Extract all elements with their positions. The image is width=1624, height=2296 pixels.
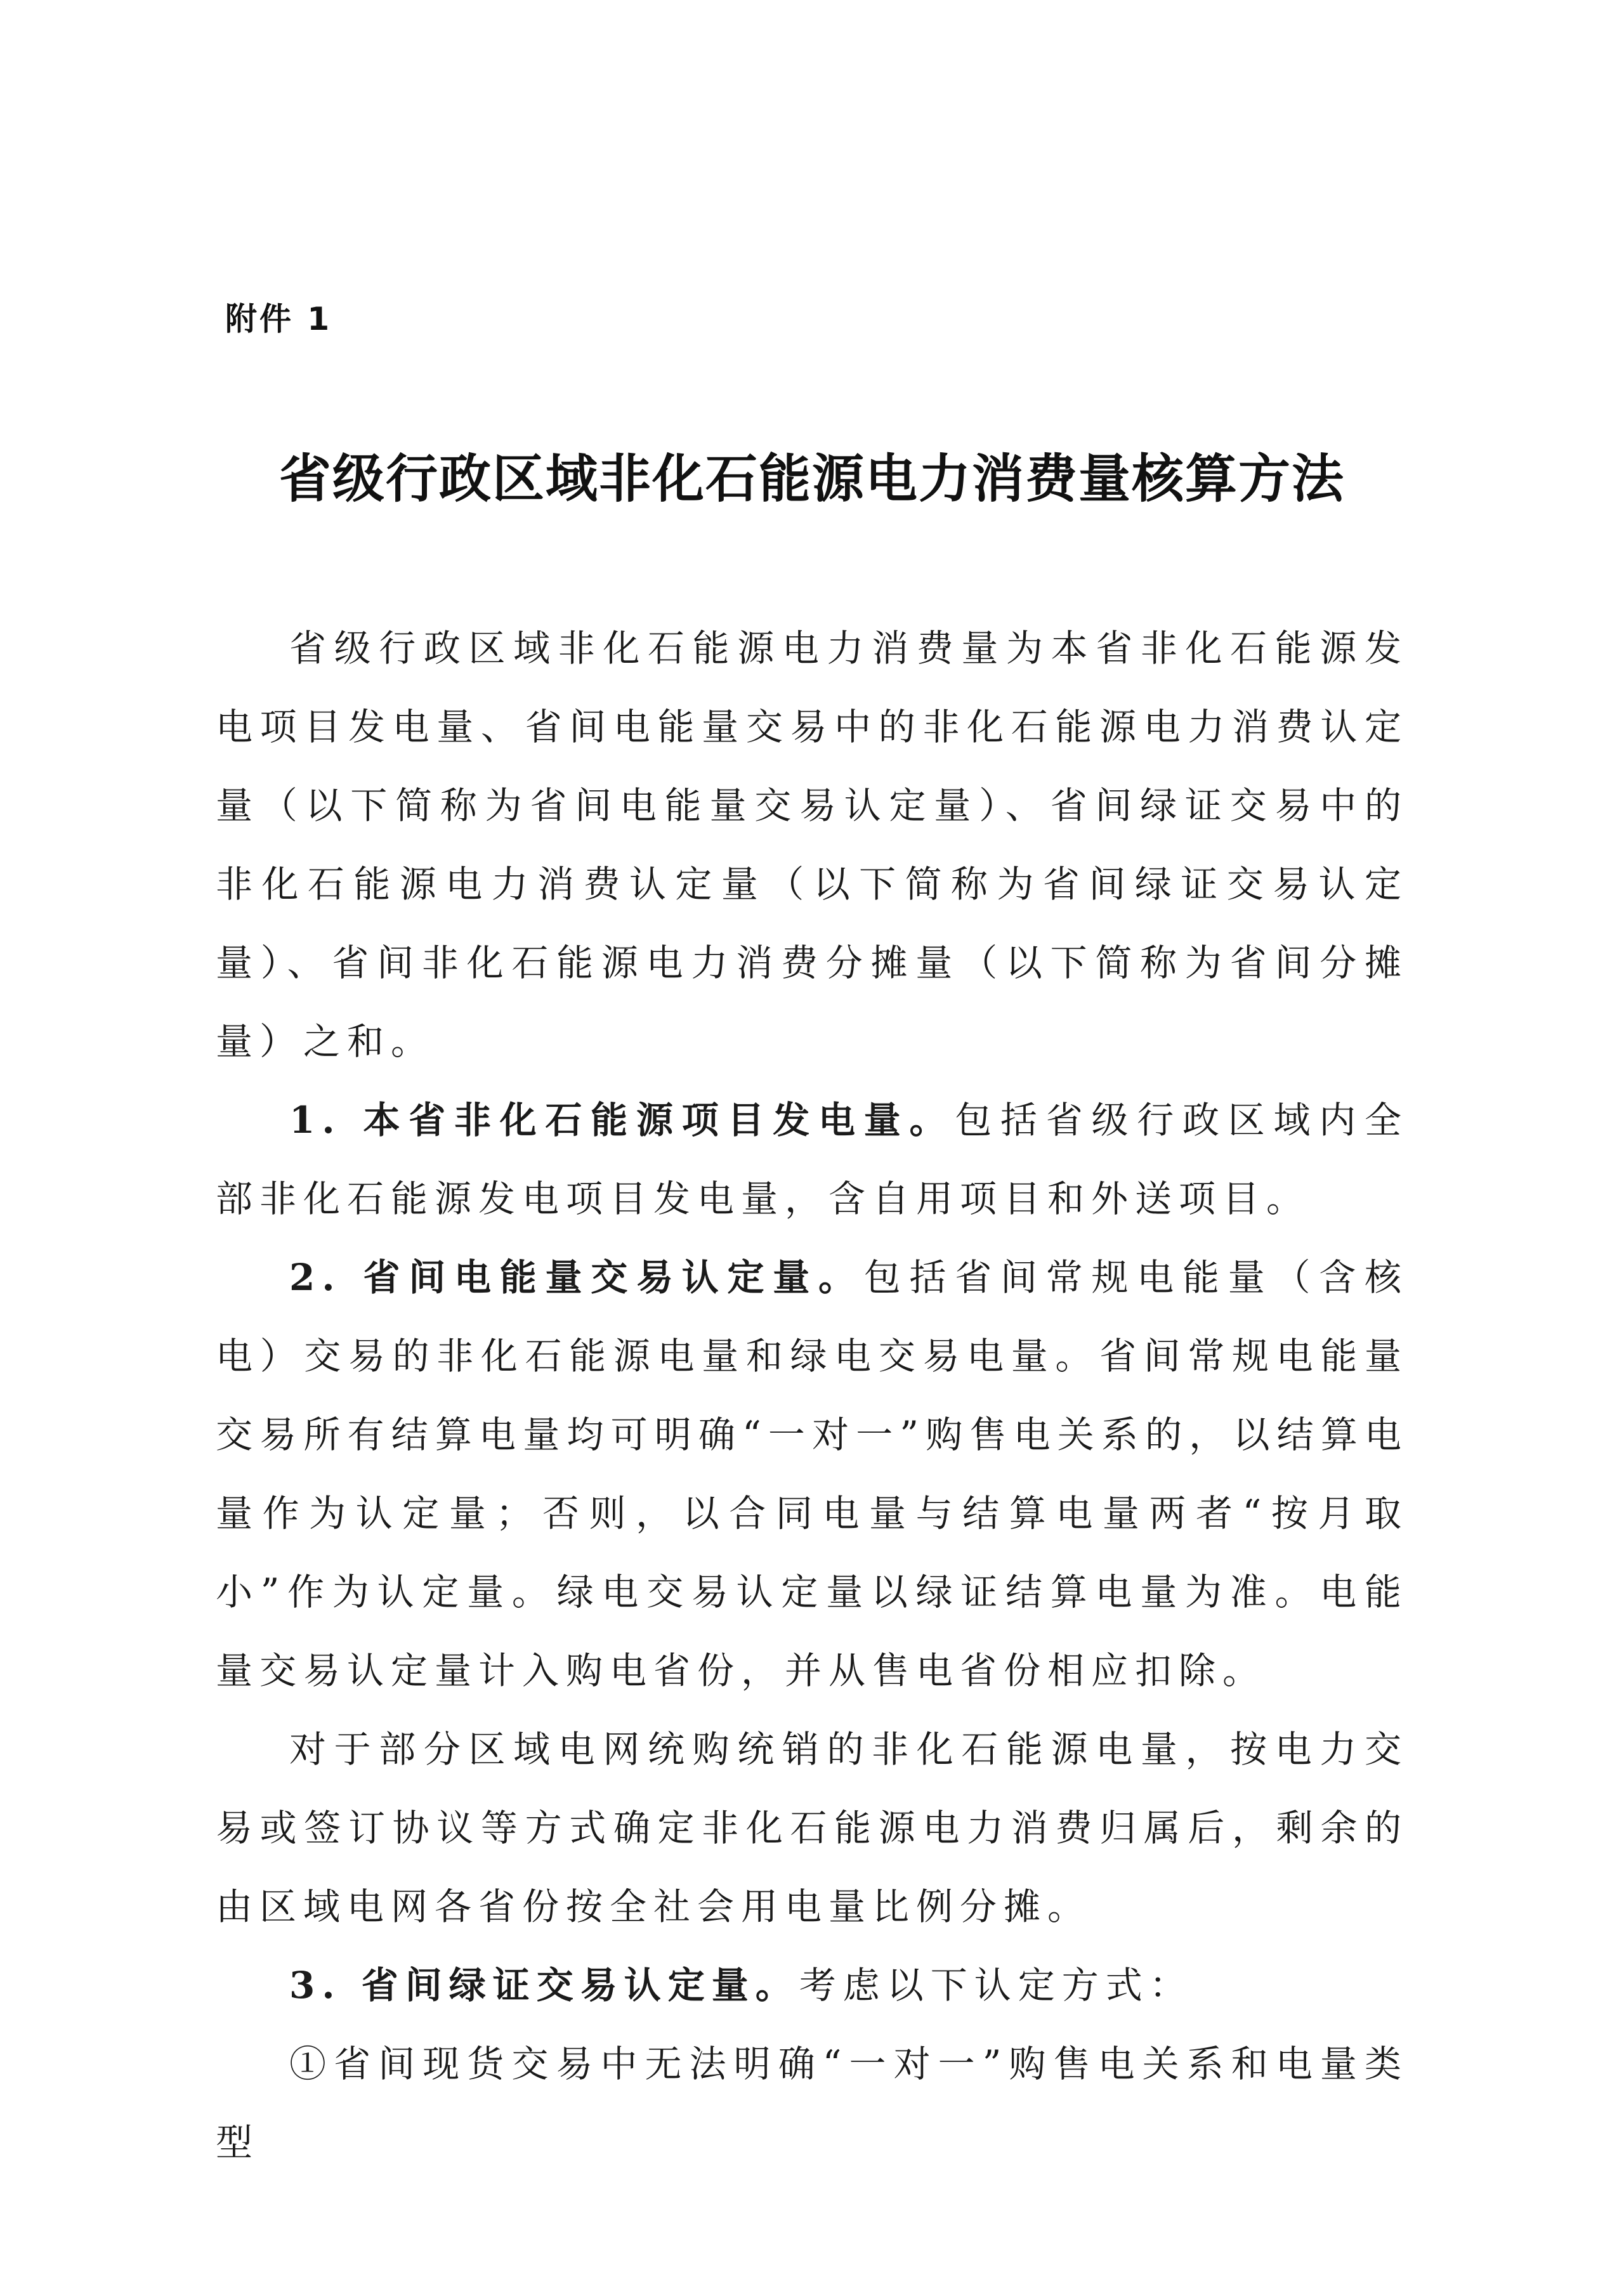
paragraph-regional-grid (216, 1710, 1408, 1946)
attachment-label: 附件 1 (225, 301, 332, 337)
paragraph-text: 对于部分区域电网统购统销的非化石能源电量，按电力交易或签订协议等方式确定非化石能源电力消费归属后，剩余的由区域电网各省份按全社会用电量比例分摊。 (216, 1728, 1408, 1928)
paragraph-item-3 (216, 1946, 1408, 2025)
paragraph-text: 考虑以下认定方式： (799, 1964, 1193, 2007)
paragraph-lead: 3. 省间绿证交易认定量。 (289, 1964, 799, 2007)
document-body (216, 609, 1408, 2182)
paragraph-text: ①省间现货交易中无法明确“一对一”购售电关系和电量类型 (216, 2042, 1408, 2164)
paragraph-text: 包括省级行政区域内全部非化石能源发电项目发电量，含自用项目和外送项目。 (216, 1099, 1408, 1220)
paragraph-item-2 (216, 1238, 1408, 1710)
paragraph-item-1 (216, 1081, 1408, 1238)
paragraph-text: 包括省间常规电能量（含核电）交易的非化石能源电量和绿电交易电量。省间常规电能量交易所有结算电量均可明确“一对一”购售电关系的，以结算电量作为认定量；否则，以合同电量与结算电量两者“按月取小”作为认定量。绿电交易认定量以绿证结算电量为准。电能量交易认定量计入购电省份，并从售电省份相应扣除。 (216, 1256, 1408, 1692)
paragraph-method-1 (216, 2025, 1408, 2182)
document-title: 省级行政区域非化石能源电力消费量核算方法 (278, 448, 1345, 509)
paragraph-intro (216, 609, 1408, 1081)
paragraph-text: 省级行政区域非化石能源电力消费量为本省非化石能源发电项目发电量、省间电能量交易中的非化石能源电力消费认定量（以下简称为省间电能量交易认定量）、省间绿证交易中的非化石能源电力消费认定量（以下简称为省间绿证交易认定量）、省间非化石能源电力消费分摊量（以下简称为省间分摊量）之和。 (216, 627, 1408, 1063)
paragraph-lead: 1. 本省非化石能源项目发电量。 (289, 1099, 955, 1142)
paragraph-lead: 2. 省间电能量交易认定量。 (289, 1256, 864, 1299)
